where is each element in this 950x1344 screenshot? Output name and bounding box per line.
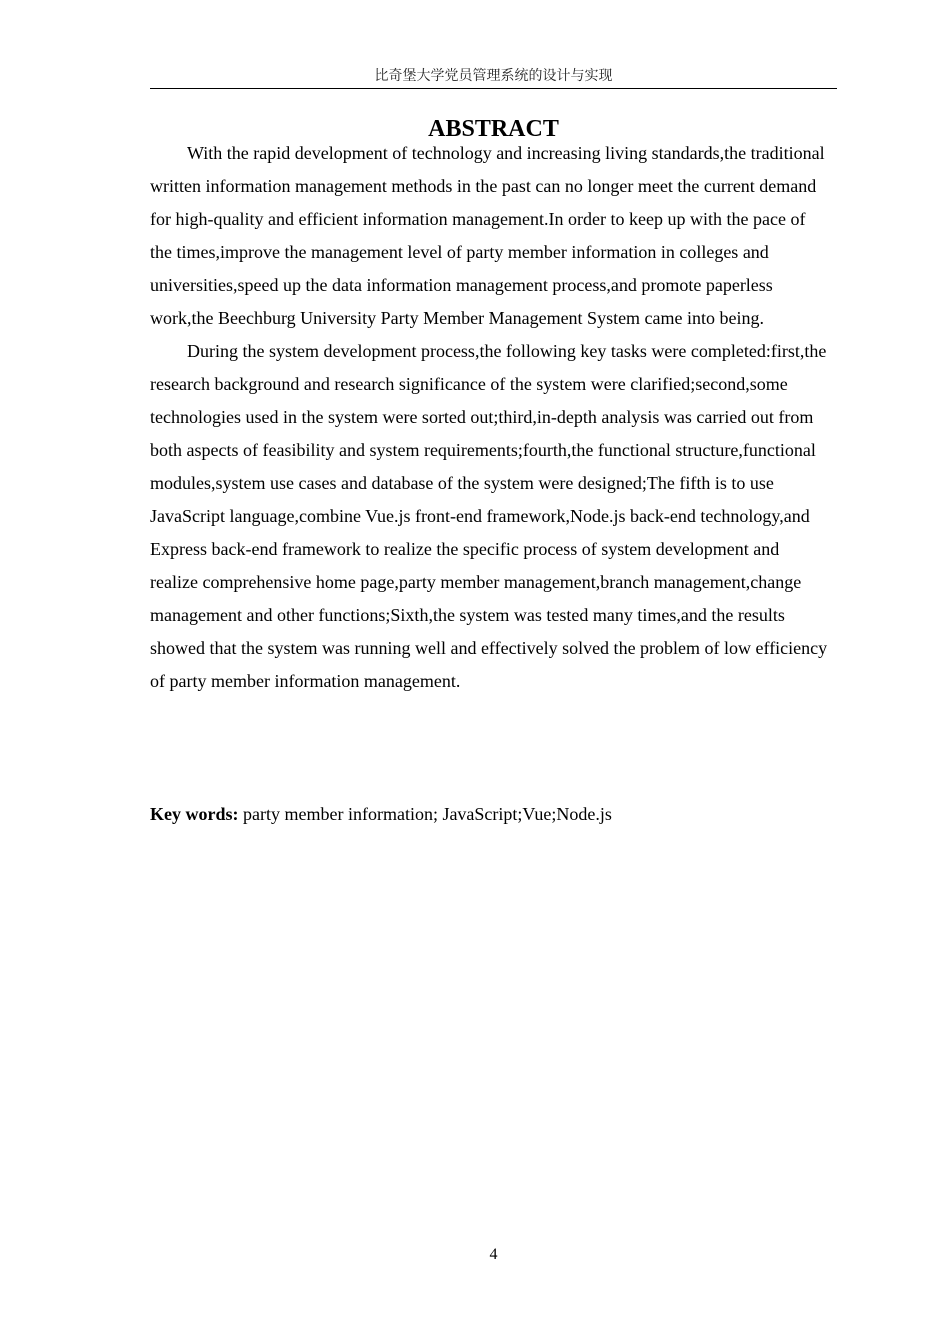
keywords-list: party member information; JavaScript;Vue;Node.js — [238, 804, 612, 824]
page-number: 4 — [489, 1246, 498, 1263]
keywords-label: Key words: — [150, 804, 239, 824]
abstract-title: ABSTRACT — [428, 116, 559, 142]
header-rule — [150, 88, 837, 89]
abstract-body — [150, 137, 830, 698]
abstract-paragraph-1: With the rapid development of technology and increasing living standards,the traditional written information management methods in the past can no longer meet the current demand for high-quality and efficient information management.In order to keep up with the pace of the times,improve the management level of party member information in colleges and universities,speed up the data information management process,and promote paperless work,the Beechburg University Party Member Management System came into being. — [150, 143, 825, 328]
keywords-line — [150, 798, 830, 831]
running-header: 比奇堡大学党员管理系统的设计与实现 — [374, 68, 613, 84]
abstract-paragraph-2: During the system development process,the following key tasks were completed:first,the research background and research significance of the system were clarified;second,some technologies used in the system were sorted out;third,in-depth analysis was carried out from both aspects of feasibility and system requirements;fourth,the functional structure,functional modules,system use cases and database of the system were designed;The fifth is to use JavaScript language,combine Vue.js front-end framework,Node.js back-end technology,and Express back-end framework to realize the specific process of system development and realize comprehensive home page,party member management,branch management,change management and other functions;Sixth,the system was tested many times,and the results showed that the system was running well and effectively solved the problem of low efficiency of party member information management. — [150, 341, 828, 691]
